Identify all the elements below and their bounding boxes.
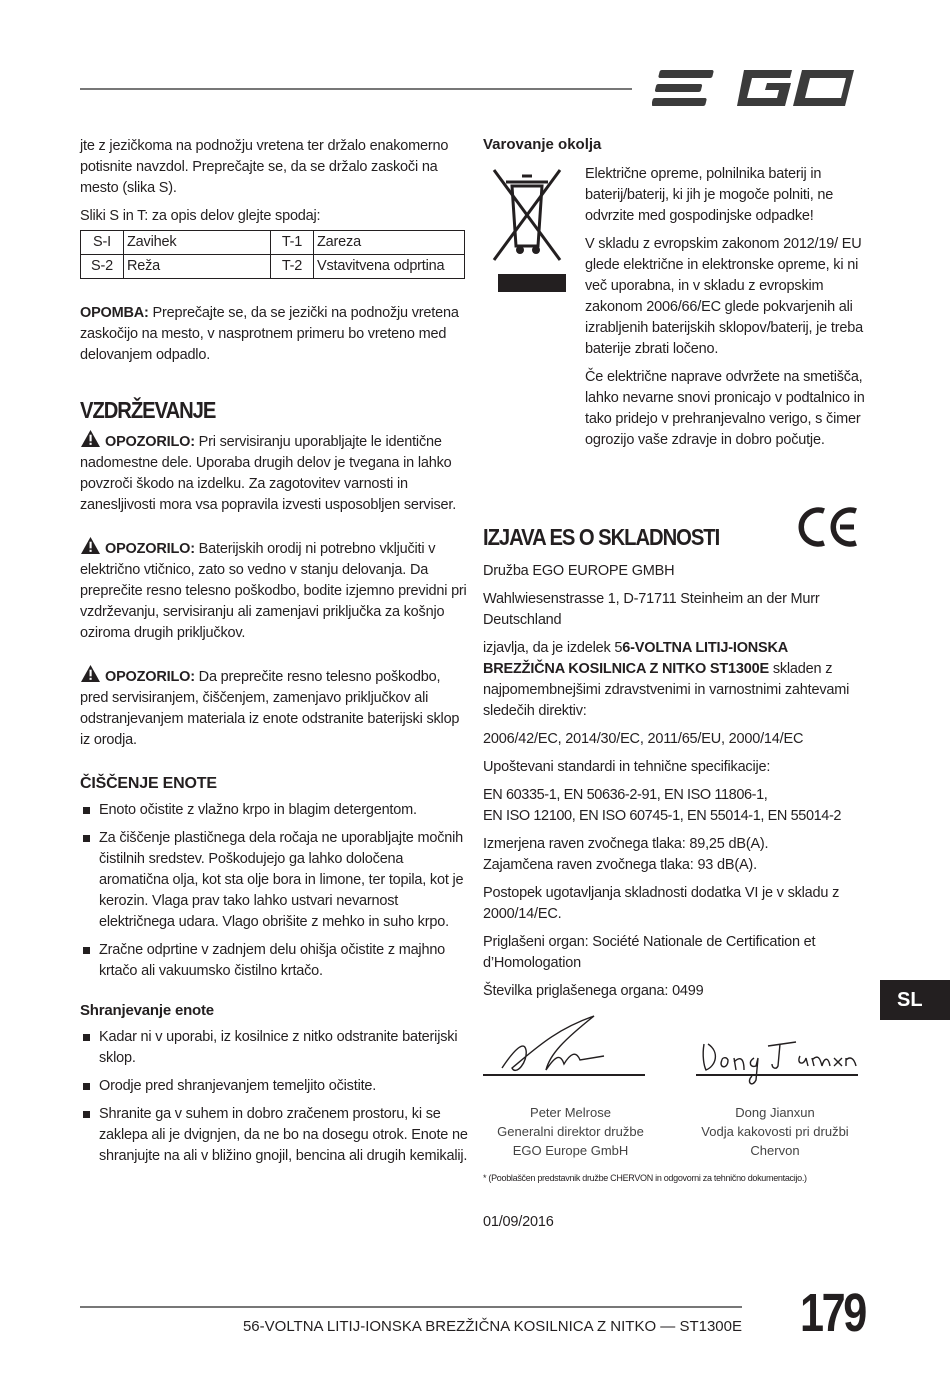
footnote: * (Pooblaščen predstavnik družbe CHERVON in odgovorni za tehnično dokumentacijo.) (483, 1173, 807, 1183)
weee-bin-icon (486, 164, 568, 294)
environment-paragraph: V skladu z evropskim zakonom 2012/19/ EU glede električne in elektronske opreme, ki ni več uporabna, in v skladu z evropskim zakonom 2006/66/EC glede pokvarjenih ali izrabljenih baterijskih sklopov/baterij, je treba baterije zbrati ločeno. (585, 236, 863, 357)
warning-label: OPOZORILO: (105, 434, 195, 450)
maintenance-heading: VZDRŽEVANJE (80, 397, 216, 423)
warning-icon (80, 429, 101, 448)
environment-paragraph: Če električne naprave odvržete na smetišča, lahko nevarne snovi pronicajo v podtalnico in tako pridejo v prehranjevalno verigo, s čimer ogrozijo vaše zdravje in dobro počutje. (585, 369, 865, 448)
table-cell: S-2 (81, 255, 124, 279)
standards-line: EN 60335-1, EN 50636-2-91, EN ISO 11806-1, (483, 787, 768, 803)
footer-rule (80, 1306, 742, 1308)
table-cell: S-I (81, 231, 124, 255)
ce-mark (796, 505, 860, 549)
declaration-date: 01/09/2016 (483, 1214, 554, 1230)
signer-name: Peter Melrose (530, 1105, 611, 1120)
directives-line: 2006/42/EC, 2014/30/EC, 2011/65/EU, 2000/14/EC (483, 731, 804, 747)
signer-role: Vodja kakovosti pri družbi (701, 1124, 849, 1139)
table-cell: Reža (124, 255, 271, 279)
body-number-line: Številka priglašenega organa: 0499 (483, 983, 704, 999)
standards-intro: Upoštevani standardi in tehnične specifikacije: (483, 759, 771, 775)
environment-paragraph: Električne opreme, polnilnika baterij in baterij/baterij, ki jih je mogoče polniti, ne odvrzite med gospodinjske odpadke! (585, 166, 834, 224)
list-item: Kadar ni v uporabi, iz kosilnice z nitko odstranite baterijski sklop. (80, 1027, 472, 1069)
parts-table (80, 230, 465, 279)
procedure-line: Postopek ugotavljanja skladnosti dodatka VI je v skladu z 2000/14/EC. (483, 885, 840, 922)
table-caption: Sliki S in T: za opis delov glejte spodaj: (80, 208, 321, 224)
note-label: OPOMBA: (80, 305, 149, 321)
signer-block (690, 1103, 860, 1160)
standards-line: EN ISO 12100, EN ISO 60745-1, EN 55014-1, EN 55014-2 (483, 808, 842, 824)
warning-icon (80, 664, 101, 683)
warning-paragraph (80, 536, 472, 644)
signer-company: Chervon (750, 1143, 800, 1158)
warning-label: OPOZORILO: (105, 669, 195, 685)
product-name: 6-VOLTNA LITIJ-IONSKA BREZŽIČNA KOSILNICA Z NITKO ST1300E (483, 640, 788, 677)
declaration-pre: izjavlja, da je izdelek 5 (483, 640, 623, 656)
address-line: Wahlwiesenstrasse 1, D-71711 Steinheim an der Murr Deutschland (483, 591, 820, 628)
table-cell: Vstavitvena odprtina (314, 255, 465, 279)
warning-paragraph (80, 664, 472, 751)
note-text: Preprečajte se, da se jezički na podnožju vretena zaskočijo na mesto, v nasprotnem primeru bo vreteno med delovanjem odpadlo. (80, 305, 459, 363)
language-tab: SL (880, 980, 950, 1020)
cleaning-heading: ČIŠČENJE ENOTE (80, 775, 217, 792)
table-row (81, 255, 465, 279)
header-rule (80, 88, 632, 90)
table-cell: T-1 (271, 231, 314, 255)
warning-text: Baterijskih orodij ni potrebno vključiti v električno vtičnico, zato so vedno v stanju delovanja. Da preprečite resno telesno poškodbo, bodite izjemno previdni pri vzdrževanju, servisiranju ali zamenjavi priključka za košnjo oziroma drugih priključkov. (80, 541, 467, 641)
warning-icon (80, 536, 101, 555)
page-number: 179 (800, 1283, 865, 1343)
table-row (81, 231, 465, 255)
signer-block (483, 1103, 658, 1160)
warning-paragraph (80, 429, 472, 516)
notified-body-line: Priglašeni organ: Société Nationale de Certification et d’Homologation (483, 934, 816, 971)
table-cell: Zavihek (124, 231, 271, 255)
storage-list (80, 1027, 472, 1167)
list-item: Zračne odprtine v zadnjem delu ohišja očistite z majhno krtačo ali vakuumsko čistilno krtačo. (80, 940, 472, 982)
ego-logo (652, 62, 862, 114)
signer-role: Generalni direktor družbe (497, 1124, 644, 1139)
company-line: Družba EGO EUROPE GMBH (483, 563, 675, 579)
list-item: Shranite ga v suhem in dobro zračenem prostoru, ki se zaklepa ali je dvignjen, da ne bo na dosegu otrok. Enote ne shranjujte na ali v bližino gnojil, bencina ali drugih kemikalij. (80, 1104, 472, 1167)
signature-line (483, 1074, 645, 1076)
note-paragraph (80, 303, 472, 366)
list-item: Orodje pred shranjevanjem temeljito očistite. (80, 1076, 472, 1097)
intro-paragraph: jte z jezičkoma na podnožju vretena ter držalo enakomerno potisnite navzdol. Preprečajte se, da se držalo zaskoči na mesto (slika S). (80, 138, 449, 196)
declaration-heading: IZJAVA ES O SKLADNOSTI (483, 524, 720, 550)
declaration-paragraph (483, 638, 868, 722)
environment-heading: Varovanje okolja (483, 136, 602, 153)
table-cell: T-2 (271, 255, 314, 279)
declaration-post: skladen z najpomembnejšimi zdravstvenimi in varnostnimi zahtevami sledečih direktiv: (483, 661, 850, 719)
warning-text: Pri servisiranju uporabljajte le identične nadomestne dele. Uporaba drugih delov je tvegana in lahko povzroči škodo na izdelku. Za zagotovitev varnosti in zanesljivosti mora vsa popravila izvesti usposobljen serviser. (80, 434, 457, 513)
signature-peter-melrose (494, 1010, 614, 1080)
list-item: Enoto očistite z vlažno krpo in blagim detergentom. (80, 800, 472, 821)
signer-name: Dong Jianxun (735, 1105, 815, 1120)
cleaning-list (80, 800, 472, 982)
signature-line (696, 1074, 858, 1076)
warning-text: Da preprečite resno telesno poškodbo, pred servisiranjem, čiščenjem, zamenjavo priključkov ali odstranjevanjem materiala iz enote odstranite baterijski sklop iz orodja. (80, 669, 460, 748)
footer-title: 56-VOLTNA LITIJ-IONSKA BREZŽIČNA KOSILNICA Z NITKO — ST1300E (242, 1318, 742, 1335)
warning-label: OPOZORILO: (105, 541, 195, 557)
signer-company: EGO Europe GmbH (512, 1143, 629, 1158)
sound-pressure-line: Izmerjena raven zvočnega tlaka: 89,25 dB(A). (483, 836, 769, 852)
sound-guaranteed-line: Zajamčena raven zvočnega tlaka: 93 dB(A). (483, 857, 757, 873)
storage-heading: Shranjevanje enote (80, 1002, 214, 1019)
signature-dong-jianxun (700, 1036, 860, 1096)
list-item: Za čiščenje plastičnega dela ročaja ne uporabljajte močnih čistilnih sredstev. Poškodujejo ga lahko določena aromatična olja, kot sta olje bora in limone, ter topila, kot je kerozin. Vlaga prav tako lahko ustvari nevarnost električnega udara. Vlago obrišite z mehko in suho krpo. (80, 828, 472, 933)
table-cell: Zareza (314, 231, 465, 255)
